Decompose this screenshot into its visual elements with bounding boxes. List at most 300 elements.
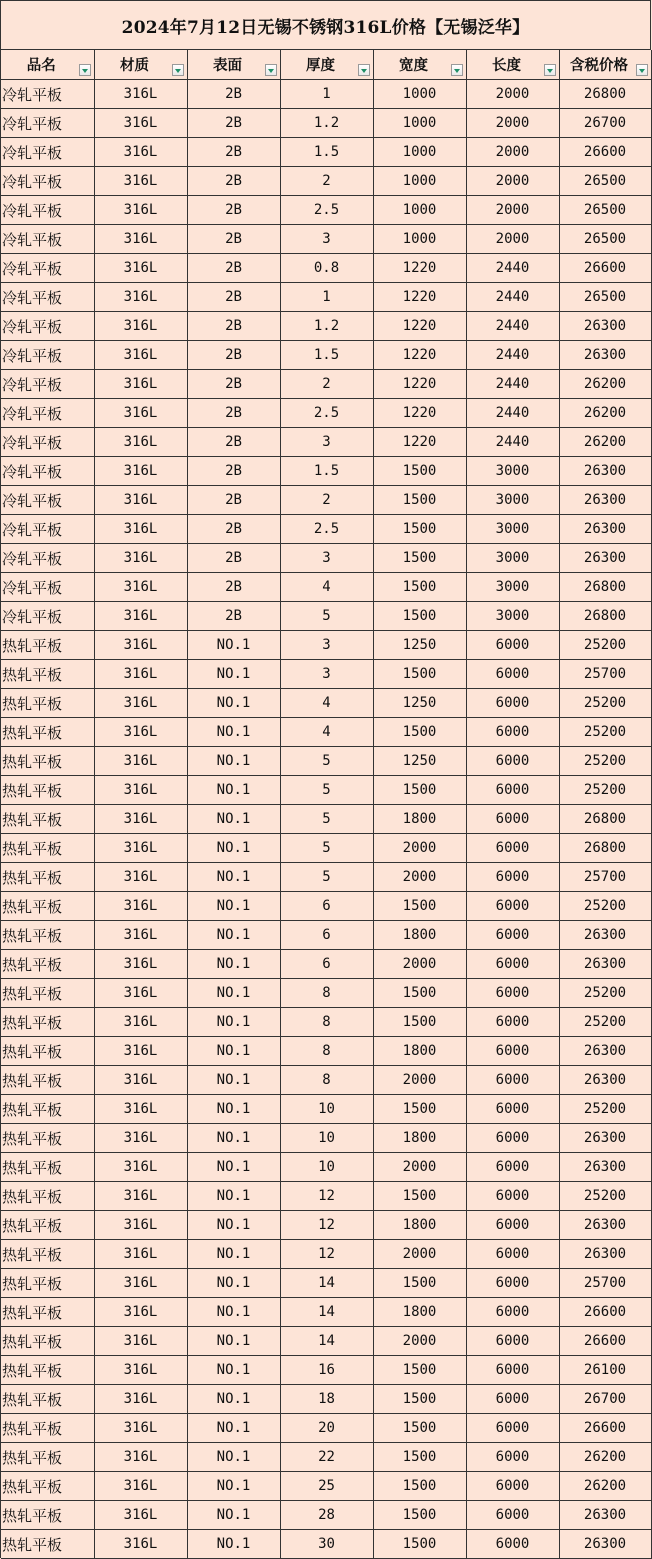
cell-product-name[interactable]: 冷轧平板 — [1, 138, 94, 167]
cell-length[interactable]: 2000 — [466, 138, 559, 167]
cell-surface[interactable]: NO.1 — [187, 1211, 280, 1240]
cell-material[interactable]: 316L — [94, 1385, 187, 1414]
cell-thickness[interactable]: 2.5 — [280, 196, 373, 225]
cell-length[interactable]: 6000 — [466, 1443, 559, 1472]
cell-length[interactable]: 2000 — [466, 167, 559, 196]
cell-price[interactable]: 26200 — [559, 1443, 651, 1472]
cell-product-name[interactable]: 冷轧平板 — [1, 544, 94, 573]
cell-price[interactable]: 26500 — [559, 167, 651, 196]
cell-surface[interactable]: 2B — [187, 254, 280, 283]
cell-length[interactable]: 6000 — [466, 892, 559, 921]
cell-product-name[interactable]: 热轧平板 — [1, 1356, 94, 1385]
cell-surface[interactable]: 2B — [187, 515, 280, 544]
cell-length[interactable]: 2440 — [466, 428, 559, 457]
cell-length[interactable]: 6000 — [466, 921, 559, 950]
cell-length[interactable]: 6000 — [466, 1008, 559, 1037]
cell-surface[interactable]: 2B — [187, 370, 280, 399]
cell-thickness[interactable]: 1.2 — [280, 312, 373, 341]
cell-material[interactable]: 316L — [94, 1414, 187, 1443]
cell-length[interactable]: 6000 — [466, 718, 559, 747]
cell-surface[interactable]: NO.1 — [187, 1037, 280, 1066]
cell-surface[interactable]: NO.1 — [187, 1530, 280, 1559]
cell-width[interactable]: 1500 — [373, 602, 466, 631]
filter-dropdown-icon[interactable] — [451, 64, 463, 76]
cell-surface[interactable]: NO.1 — [187, 1153, 280, 1182]
cell-width[interactable]: 1800 — [373, 921, 466, 950]
cell-length[interactable]: 6000 — [466, 1211, 559, 1240]
cell-product-name[interactable]: 冷轧平板 — [1, 370, 94, 399]
cell-width[interactable]: 1000 — [373, 109, 466, 138]
cell-price[interactable]: 26800 — [559, 80, 651, 109]
cell-product-name[interactable]: 热轧平板 — [1, 776, 94, 805]
cell-product-name[interactable]: 热轧平板 — [1, 689, 94, 718]
cell-width[interactable]: 2000 — [373, 1240, 466, 1269]
cell-width[interactable]: 1500 — [373, 544, 466, 573]
cell-material[interactable]: 316L — [94, 486, 187, 515]
cell-material[interactable]: 316L — [94, 950, 187, 979]
cell-length[interactable]: 6000 — [466, 1240, 559, 1269]
cell-width[interactable]: 1250 — [373, 747, 466, 776]
cell-product-name[interactable]: 冷轧平板 — [1, 167, 94, 196]
cell-price[interactable]: 25200 — [559, 979, 651, 1008]
cell-length[interactable]: 6000 — [466, 1269, 559, 1298]
cell-material[interactable]: 316L — [94, 167, 187, 196]
cell-material[interactable]: 316L — [94, 1298, 187, 1327]
filter-dropdown-icon[interactable] — [544, 64, 556, 76]
cell-thickness[interactable]: 1.5 — [280, 341, 373, 370]
cell-price[interactable]: 26600 — [559, 138, 651, 167]
cell-length[interactable]: 3000 — [466, 602, 559, 631]
cell-surface[interactable]: NO.1 — [187, 1501, 280, 1530]
cell-width[interactable]: 2000 — [373, 950, 466, 979]
cell-material[interactable]: 316L — [94, 544, 187, 573]
cell-product-name[interactable]: 热轧平板 — [1, 1008, 94, 1037]
cell-product-name[interactable]: 热轧平板 — [1, 1327, 94, 1356]
cell-surface[interactable]: NO.1 — [187, 979, 280, 1008]
cell-thickness[interactable]: 5 — [280, 776, 373, 805]
cell-length[interactable]: 2000 — [466, 80, 559, 109]
cell-surface[interactable]: 2B — [187, 428, 280, 457]
cell-width[interactable]: 1500 — [373, 660, 466, 689]
cell-product-name[interactable]: 热轧平板 — [1, 660, 94, 689]
cell-thickness[interactable]: 0.8 — [280, 254, 373, 283]
cell-material[interactable]: 316L — [94, 109, 187, 138]
cell-product-name[interactable]: 冷轧平板 — [1, 283, 94, 312]
cell-material[interactable]: 316L — [94, 312, 187, 341]
cell-product-name[interactable]: 热轧平板 — [1, 1124, 94, 1153]
cell-width[interactable]: 2000 — [373, 863, 466, 892]
cell-width[interactable]: 1500 — [373, 1530, 466, 1559]
cell-length[interactable]: 6000 — [466, 1037, 559, 1066]
cell-thickness[interactable]: 1.2 — [280, 109, 373, 138]
cell-surface[interactable]: NO.1 — [187, 1472, 280, 1501]
cell-surface[interactable]: NO.1 — [187, 1356, 280, 1385]
cell-price[interactable]: 25700 — [559, 660, 651, 689]
cell-price[interactable]: 26300 — [559, 1530, 651, 1559]
cell-thickness[interactable]: 4 — [280, 718, 373, 747]
cell-price[interactable]: 26300 — [559, 921, 651, 950]
cell-width[interactable]: 1000 — [373, 80, 466, 109]
cell-price[interactable]: 25200 — [559, 631, 651, 660]
cell-surface[interactable]: NO.1 — [187, 747, 280, 776]
cell-price[interactable]: 25200 — [559, 747, 651, 776]
cell-length[interactable]: 6000 — [466, 1153, 559, 1182]
cell-price[interactable]: 26300 — [559, 950, 651, 979]
cell-product-name[interactable]: 冷轧平板 — [1, 515, 94, 544]
cell-surface[interactable]: 2B — [187, 457, 280, 486]
cell-width[interactable]: 1500 — [373, 1414, 466, 1443]
cell-material[interactable]: 316L — [94, 428, 187, 457]
cell-surface[interactable]: 2B — [187, 341, 280, 370]
cell-thickness[interactable]: 12 — [280, 1211, 373, 1240]
cell-product-name[interactable]: 热轧平板 — [1, 1153, 94, 1182]
cell-length[interactable]: 2440 — [466, 341, 559, 370]
cell-thickness[interactable]: 3 — [280, 631, 373, 660]
cell-material[interactable]: 316L — [94, 602, 187, 631]
cell-length[interactable]: 6000 — [466, 1530, 559, 1559]
cell-thickness[interactable]: 5 — [280, 602, 373, 631]
cell-surface[interactable]: 2B — [187, 486, 280, 515]
cell-width[interactable]: 1220 — [373, 399, 466, 428]
cell-price[interactable]: 25200 — [559, 776, 651, 805]
cell-price[interactable]: 25200 — [559, 689, 651, 718]
cell-material[interactable]: 316L — [94, 515, 187, 544]
cell-thickness[interactable]: 3 — [280, 428, 373, 457]
cell-surface[interactable]: NO.1 — [187, 1095, 280, 1124]
cell-thickness[interactable]: 10 — [280, 1153, 373, 1182]
cell-material[interactable]: 316L — [94, 196, 187, 225]
cell-thickness[interactable]: 16 — [280, 1356, 373, 1385]
cell-price[interactable]: 25200 — [559, 1095, 651, 1124]
cell-thickness[interactable]: 14 — [280, 1269, 373, 1298]
cell-price[interactable]: 25700 — [559, 1269, 651, 1298]
cell-thickness[interactable]: 22 — [280, 1443, 373, 1472]
cell-price[interactable]: 26300 — [559, 544, 651, 573]
cell-length[interactable]: 6000 — [466, 1298, 559, 1327]
cell-price[interactable]: 26600 — [559, 1414, 651, 1443]
cell-length[interactable]: 3000 — [466, 486, 559, 515]
cell-material[interactable]: 316L — [94, 370, 187, 399]
cell-material[interactable]: 316L — [94, 341, 187, 370]
cell-width[interactable]: 1220 — [373, 341, 466, 370]
cell-price[interactable]: 26600 — [559, 1298, 651, 1327]
cell-length[interactable]: 2440 — [466, 399, 559, 428]
cell-product-name[interactable]: 热轧平板 — [1, 892, 94, 921]
cell-thickness[interactable]: 3 — [280, 225, 373, 254]
cell-product-name[interactable]: 冷轧平板 — [1, 602, 94, 631]
cell-surface[interactable]: NO.1 — [187, 1066, 280, 1095]
cell-length[interactable]: 6000 — [466, 1095, 559, 1124]
cell-thickness[interactable]: 2 — [280, 370, 373, 399]
cell-width[interactable]: 1800 — [373, 1211, 466, 1240]
cell-material[interactable]: 316L — [94, 979, 187, 1008]
cell-material[interactable]: 316L — [94, 805, 187, 834]
cell-surface[interactable]: 2B — [187, 602, 280, 631]
cell-width[interactable]: 1500 — [373, 1501, 466, 1530]
cell-thickness[interactable]: 10 — [280, 1124, 373, 1153]
cell-material[interactable]: 316L — [94, 1153, 187, 1182]
cell-length[interactable]: 6000 — [466, 1182, 559, 1211]
cell-product-name[interactable]: 热轧平板 — [1, 718, 94, 747]
cell-price[interactable]: 26300 — [559, 1066, 651, 1095]
cell-material[interactable]: 316L — [94, 283, 187, 312]
cell-material[interactable]: 316L — [94, 1124, 187, 1153]
cell-width[interactable]: 1500 — [373, 776, 466, 805]
cell-thickness[interactable]: 18 — [280, 1385, 373, 1414]
cell-thickness[interactable]: 14 — [280, 1298, 373, 1327]
cell-price[interactable]: 26100 — [559, 1356, 651, 1385]
cell-product-name[interactable]: 热轧平板 — [1, 950, 94, 979]
cell-thickness[interactable]: 2 — [280, 167, 373, 196]
cell-surface[interactable]: 2B — [187, 544, 280, 573]
filter-dropdown-icon[interactable] — [265, 64, 277, 76]
cell-width[interactable]: 1500 — [373, 1472, 466, 1501]
cell-length[interactable]: 3000 — [466, 573, 559, 602]
filter-dropdown-icon[interactable] — [79, 64, 91, 76]
cell-thickness[interactable]: 25 — [280, 1472, 373, 1501]
cell-thickness[interactable]: 6 — [280, 921, 373, 950]
cell-material[interactable]: 316L — [94, 776, 187, 805]
cell-surface[interactable]: NO.1 — [187, 631, 280, 660]
cell-length[interactable]: 6000 — [466, 1327, 559, 1356]
cell-length[interactable]: 6000 — [466, 1356, 559, 1385]
cell-width[interactable]: 1250 — [373, 689, 466, 718]
cell-thickness[interactable]: 2 — [280, 486, 373, 515]
cell-surface[interactable]: NO.1 — [187, 892, 280, 921]
cell-product-name[interactable]: 冷轧平板 — [1, 573, 94, 602]
cell-width[interactable]: 1000 — [373, 225, 466, 254]
cell-product-name[interactable]: 冷轧平板 — [1, 486, 94, 515]
cell-thickness[interactable]: 12 — [280, 1182, 373, 1211]
cell-width[interactable]: 2000 — [373, 1153, 466, 1182]
cell-thickness[interactable]: 1 — [280, 283, 373, 312]
cell-product-name[interactable]: 热轧平板 — [1, 1530, 94, 1559]
cell-width[interactable]: 1000 — [373, 138, 466, 167]
cell-width[interactable]: 1500 — [373, 1385, 466, 1414]
cell-product-name[interactable]: 热轧平板 — [1, 921, 94, 950]
cell-thickness[interactable]: 3 — [280, 660, 373, 689]
cell-product-name[interactable]: 冷轧平板 — [1, 254, 94, 283]
cell-surface[interactable]: NO.1 — [187, 776, 280, 805]
cell-thickness[interactable]: 10 — [280, 1095, 373, 1124]
cell-price[interactable]: 26700 — [559, 1385, 651, 1414]
cell-material[interactable]: 316L — [94, 747, 187, 776]
cell-price[interactable]: 26500 — [559, 283, 651, 312]
cell-product-name[interactable]: 热轧平板 — [1, 1472, 94, 1501]
cell-thickness[interactable]: 5 — [280, 834, 373, 863]
cell-length[interactable]: 6000 — [466, 631, 559, 660]
cell-material[interactable]: 316L — [94, 1327, 187, 1356]
cell-length[interactable]: 6000 — [466, 1501, 559, 1530]
cell-price[interactable]: 26800 — [559, 805, 651, 834]
cell-material[interactable]: 316L — [94, 138, 187, 167]
cell-length[interactable]: 6000 — [466, 1385, 559, 1414]
cell-surface[interactable]: NO.1 — [187, 834, 280, 863]
cell-product-name[interactable]: 冷轧平板 — [1, 428, 94, 457]
cell-length[interactable]: 6000 — [466, 660, 559, 689]
cell-price[interactable]: 26300 — [559, 1501, 651, 1530]
cell-material[interactable]: 316L — [94, 1501, 187, 1530]
cell-price[interactable]: 26500 — [559, 225, 651, 254]
cell-price[interactable]: 26300 — [559, 341, 651, 370]
cell-price[interactable]: 25200 — [559, 1182, 651, 1211]
cell-material[interactable]: 316L — [94, 254, 187, 283]
cell-product-name[interactable]: 热轧平板 — [1, 1298, 94, 1327]
cell-length[interactable]: 2000 — [466, 225, 559, 254]
cell-width[interactable]: 1000 — [373, 196, 466, 225]
cell-product-name[interactable]: 冷轧平板 — [1, 109, 94, 138]
cell-thickness[interactable]: 1.5 — [280, 138, 373, 167]
filter-dropdown-icon[interactable] — [358, 64, 370, 76]
cell-surface[interactable]: NO.1 — [187, 950, 280, 979]
cell-material[interactable]: 316L — [94, 457, 187, 486]
cell-length[interactable]: 6000 — [466, 1472, 559, 1501]
cell-material[interactable]: 316L — [94, 1037, 187, 1066]
cell-width[interactable]: 1000 — [373, 167, 466, 196]
cell-material[interactable]: 316L — [94, 689, 187, 718]
cell-price[interactable]: 26600 — [559, 1327, 651, 1356]
cell-surface[interactable]: NO.1 — [187, 1182, 280, 1211]
cell-price[interactable]: 26200 — [559, 1472, 651, 1501]
cell-length[interactable]: 2000 — [466, 109, 559, 138]
cell-material[interactable]: 316L — [94, 80, 187, 109]
cell-material[interactable]: 316L — [94, 1269, 187, 1298]
cell-width[interactable]: 2000 — [373, 834, 466, 863]
cell-surface[interactable]: NO.1 — [187, 1269, 280, 1298]
cell-thickness[interactable]: 8 — [280, 1008, 373, 1037]
cell-thickness[interactable]: 5 — [280, 863, 373, 892]
cell-width[interactable]: 1220 — [373, 283, 466, 312]
cell-material[interactable]: 316L — [94, 1530, 187, 1559]
cell-product-name[interactable]: 热轧平板 — [1, 1443, 94, 1472]
cell-material[interactable]: 316L — [94, 399, 187, 428]
cell-width[interactable]: 1220 — [373, 428, 466, 457]
cell-thickness[interactable]: 8 — [280, 1037, 373, 1066]
cell-material[interactable]: 316L — [94, 921, 187, 950]
cell-price[interactable]: 25200 — [559, 892, 651, 921]
cell-price[interactable]: 26300 — [559, 1124, 651, 1153]
cell-surface[interactable]: NO.1 — [187, 1008, 280, 1037]
cell-thickness[interactable]: 5 — [280, 805, 373, 834]
cell-surface[interactable]: NO.1 — [187, 1385, 280, 1414]
cell-product-name[interactable]: 热轧平板 — [1, 1037, 94, 1066]
cell-surface[interactable]: 2B — [187, 225, 280, 254]
cell-surface[interactable]: 2B — [187, 138, 280, 167]
cell-length[interactable]: 6000 — [466, 776, 559, 805]
cell-price[interactable]: 26600 — [559, 254, 651, 283]
cell-surface[interactable]: NO.1 — [187, 863, 280, 892]
cell-product-name[interactable]: 冷轧平板 — [1, 196, 94, 225]
cell-length[interactable]: 6000 — [466, 1066, 559, 1095]
cell-surface[interactable]: NO.1 — [187, 1443, 280, 1472]
cell-surface[interactable]: 2B — [187, 312, 280, 341]
cell-surface[interactable]: NO.1 — [187, 689, 280, 718]
cell-width[interactable]: 2000 — [373, 1066, 466, 1095]
cell-material[interactable]: 316L — [94, 718, 187, 747]
cell-material[interactable]: 316L — [94, 660, 187, 689]
cell-price[interactable]: 26300 — [559, 1153, 651, 1182]
cell-width[interactable]: 1500 — [373, 1443, 466, 1472]
cell-surface[interactable]: 2B — [187, 109, 280, 138]
cell-product-name[interactable]: 冷轧平板 — [1, 341, 94, 370]
cell-thickness[interactable]: 8 — [280, 979, 373, 1008]
cell-product-name[interactable]: 热轧平板 — [1, 979, 94, 1008]
cell-surface[interactable]: NO.1 — [187, 718, 280, 747]
cell-width[interactable]: 1500 — [373, 1356, 466, 1385]
cell-material[interactable]: 316L — [94, 892, 187, 921]
cell-length[interactable]: 6000 — [466, 950, 559, 979]
cell-material[interactable]: 316L — [94, 1211, 187, 1240]
cell-width[interactable]: 1500 — [373, 486, 466, 515]
cell-length[interactable]: 6000 — [466, 805, 559, 834]
cell-material[interactable]: 316L — [94, 834, 187, 863]
cell-width[interactable]: 1220 — [373, 370, 466, 399]
cell-material[interactable]: 316L — [94, 573, 187, 602]
cell-thickness[interactable]: 1.5 — [280, 457, 373, 486]
cell-price[interactable]: 25700 — [559, 863, 651, 892]
cell-product-name[interactable]: 热轧平板 — [1, 747, 94, 776]
cell-product-name[interactable]: 热轧平板 — [1, 1182, 94, 1211]
cell-surface[interactable]: NO.1 — [187, 921, 280, 950]
cell-length[interactable]: 3000 — [466, 515, 559, 544]
cell-thickness[interactable]: 4 — [280, 573, 373, 602]
cell-product-name[interactable]: 冷轧平板 — [1, 225, 94, 254]
cell-price[interactable]: 26300 — [559, 1037, 651, 1066]
cell-width[interactable]: 1500 — [373, 718, 466, 747]
cell-length[interactable]: 2000 — [466, 196, 559, 225]
cell-thickness[interactable]: 6 — [280, 892, 373, 921]
cell-product-name[interactable]: 热轧平板 — [1, 1066, 94, 1095]
cell-product-name[interactable]: 冷轧平板 — [1, 80, 94, 109]
cell-thickness[interactable]: 1 — [280, 80, 373, 109]
cell-price[interactable]: 26500 — [559, 196, 651, 225]
cell-width[interactable]: 1500 — [373, 1182, 466, 1211]
cell-width[interactable]: 1500 — [373, 1095, 466, 1124]
cell-width[interactable]: 1500 — [373, 515, 466, 544]
cell-price[interactable]: 26800 — [559, 573, 651, 602]
cell-thickness[interactable]: 8 — [280, 1066, 373, 1095]
filter-dropdown-icon[interactable] — [172, 64, 184, 76]
cell-length[interactable]: 2440 — [466, 312, 559, 341]
cell-material[interactable]: 316L — [94, 863, 187, 892]
cell-material[interactable]: 316L — [94, 1182, 187, 1211]
cell-product-name[interactable]: 热轧平板 — [1, 1240, 94, 1269]
cell-price[interactable]: 25200 — [559, 1008, 651, 1037]
cell-length[interactable]: 6000 — [466, 1124, 559, 1153]
cell-length[interactable]: 6000 — [466, 1414, 559, 1443]
cell-surface[interactable]: NO.1 — [187, 1240, 280, 1269]
cell-product-name[interactable]: 热轧平板 — [1, 805, 94, 834]
cell-thickness[interactable]: 28 — [280, 1501, 373, 1530]
cell-thickness[interactable]: 12 — [280, 1240, 373, 1269]
cell-surface[interactable]: 2B — [187, 573, 280, 602]
cell-thickness[interactable]: 5 — [280, 747, 373, 776]
cell-surface[interactable]: 2B — [187, 283, 280, 312]
cell-product-name[interactable]: 冷轧平板 — [1, 457, 94, 486]
cell-material[interactable]: 316L — [94, 1008, 187, 1037]
cell-thickness[interactable]: 6 — [280, 950, 373, 979]
cell-length[interactable]: 6000 — [466, 747, 559, 776]
cell-product-name[interactable]: 热轧平板 — [1, 1385, 94, 1414]
cell-material[interactable]: 316L — [94, 1356, 187, 1385]
filter-dropdown-icon[interactable] — [636, 64, 648, 76]
cell-price[interactable]: 26800 — [559, 602, 651, 631]
cell-product-name[interactable]: 热轧平板 — [1, 631, 94, 660]
cell-length[interactable]: 2440 — [466, 370, 559, 399]
cell-length[interactable]: 6000 — [466, 689, 559, 718]
cell-price[interactable]: 26700 — [559, 109, 651, 138]
cell-product-name[interactable]: 冷轧平板 — [1, 312, 94, 341]
